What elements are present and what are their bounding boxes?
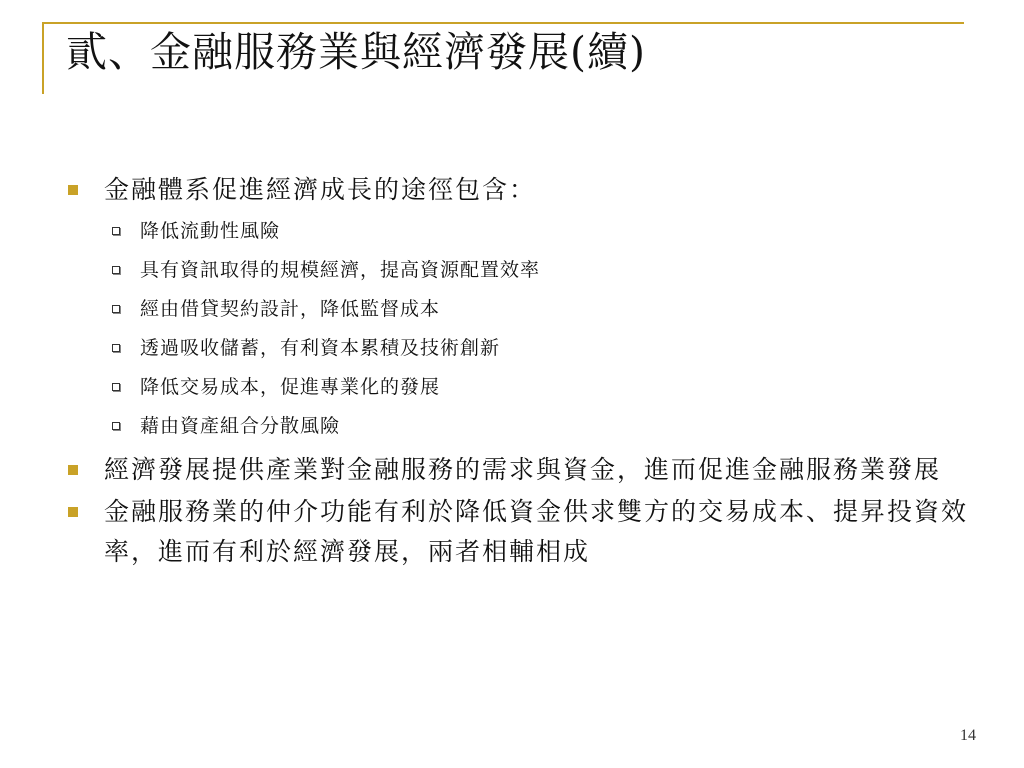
slide-title: 貳、金融服務業與經濟發展(續) (66, 28, 646, 76)
square-bullet-icon (68, 465, 78, 475)
hollow-square-bullet-icon (112, 344, 120, 352)
sub-bullet-text: 藉由資產組合分散風險 (140, 415, 341, 437)
bullet-text: 金融體系促進經濟成長的途徑包含： (104, 175, 537, 204)
bullet-text: 金融服務業的仲介功能有利於降低資金供求雙方的交易成本、提昇投資效率，進而有利於經濟發展，兩者相輔相成 (104, 497, 969, 566)
sub-bullet-text: 具有資訊取得的規模經濟，提高資源配置效率 (140, 259, 541, 281)
sub-bullet-text: 降低流動性風險 (140, 220, 281, 242)
bullet-item (60, 492, 970, 572)
sub-bullet-item (60, 290, 970, 329)
hollow-square-bullet-icon (112, 266, 120, 274)
sub-bullet-text: 透過吸收儲蓄，有利資本累積及技術創新 (140, 337, 501, 359)
sub-bullet-item (60, 329, 970, 368)
slide-content (60, 170, 970, 574)
sub-bullet-item (60, 407, 970, 446)
sub-bullet-text: 經由借貸契約設計，降低監督成本 (140, 298, 441, 320)
bullet-item (60, 170, 970, 210)
sub-bullet-list (60, 212, 970, 446)
hollow-square-bullet-icon (112, 383, 120, 391)
sub-bullet-item (60, 251, 970, 290)
hollow-square-bullet-icon (112, 227, 120, 235)
sub-bullet-item (60, 368, 970, 407)
bullet-text: 經濟發展提供產業對金融服務的需求與資金，進而促進金融服務業發展 (104, 455, 942, 484)
hollow-square-bullet-icon (112, 305, 120, 313)
square-bullet-icon (68, 507, 78, 517)
title-rule-left (42, 22, 44, 94)
sub-bullet-text: 降低交易成本，促進專業化的發展 (140, 376, 441, 398)
page-number: 14 (960, 727, 976, 744)
bullet-item (60, 450, 970, 490)
square-bullet-icon (68, 185, 78, 195)
hollow-square-bullet-icon (112, 422, 120, 430)
sub-bullet-item (60, 212, 970, 251)
